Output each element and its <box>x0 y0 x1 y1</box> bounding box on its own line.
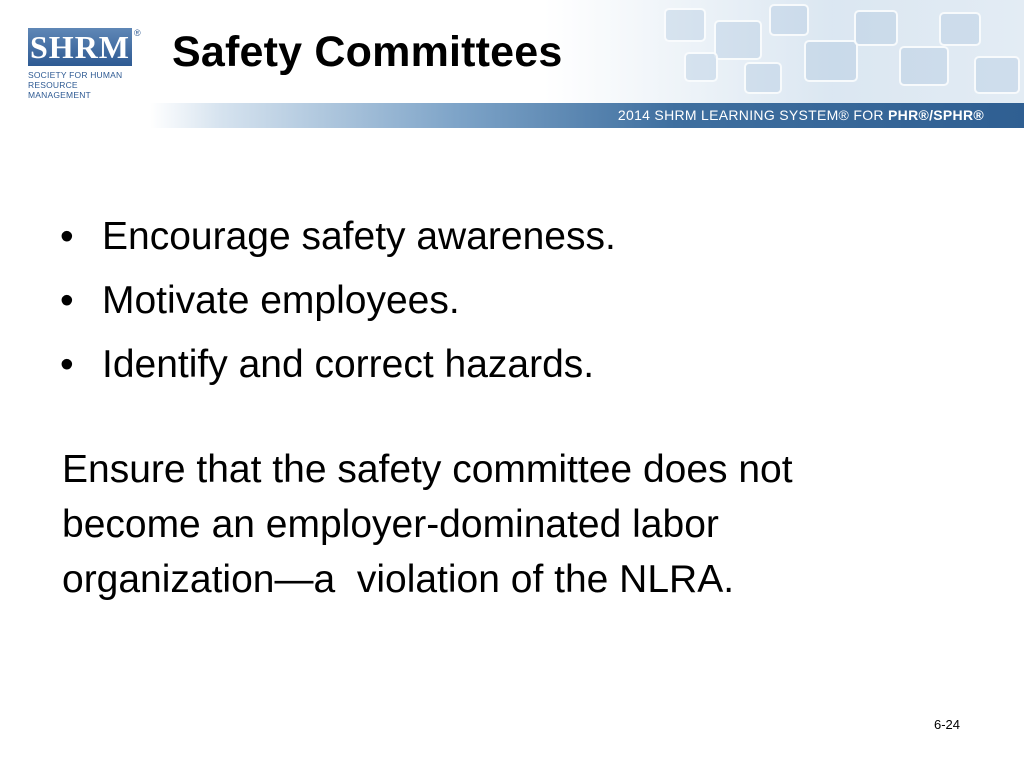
page-number: 6-24 <box>934 717 961 732</box>
logo-registered-mark: ® <box>134 28 141 38</box>
slide-header <box>0 0 1024 130</box>
bullet-text: Identify and correct hazards. <box>102 343 595 386</box>
decorative-pattern <box>544 0 1024 104</box>
bullet-dot: • <box>60 343 74 386</box>
bullet-dot: • <box>60 279 74 322</box>
logo-subtitle-line1: SOCIETY FOR HUMAN <box>28 70 123 80</box>
paragraph-line: become an employer-dominated labor <box>62 503 719 546</box>
body-paragraph <box>62 442 962 607</box>
band-text <box>618 107 984 123</box>
bullet-text: Motivate employees. <box>102 279 460 322</box>
logo-subtitle <box>28 70 140 100</box>
bullet-text: Encourage safety awareness. <box>102 215 616 258</box>
shrm-logo <box>28 28 140 100</box>
logo-subtitle-line2: RESOURCE MANAGEMENT <box>28 80 91 100</box>
bullet-item <box>60 205 616 269</box>
logo-mark: SHRM <box>30 29 130 65</box>
paragraph-line: Ensure that the safety committee does not <box>62 448 793 491</box>
bullet-item <box>60 269 616 333</box>
paragraph-line: organization—a violation of the NLRA. <box>62 558 735 601</box>
bullet-list <box>60 205 616 397</box>
band-text-prefix: 2014 SHRM LEARNING SYSTEM® FOR <box>617 107 889 123</box>
bullet-item <box>60 333 616 397</box>
header-band <box>150 103 1024 128</box>
band-text-bold: PHR®/SPHR® <box>888 107 984 123</box>
slide-title: Safety Committees <box>172 28 563 76</box>
bullet-dot: • <box>60 215 74 258</box>
